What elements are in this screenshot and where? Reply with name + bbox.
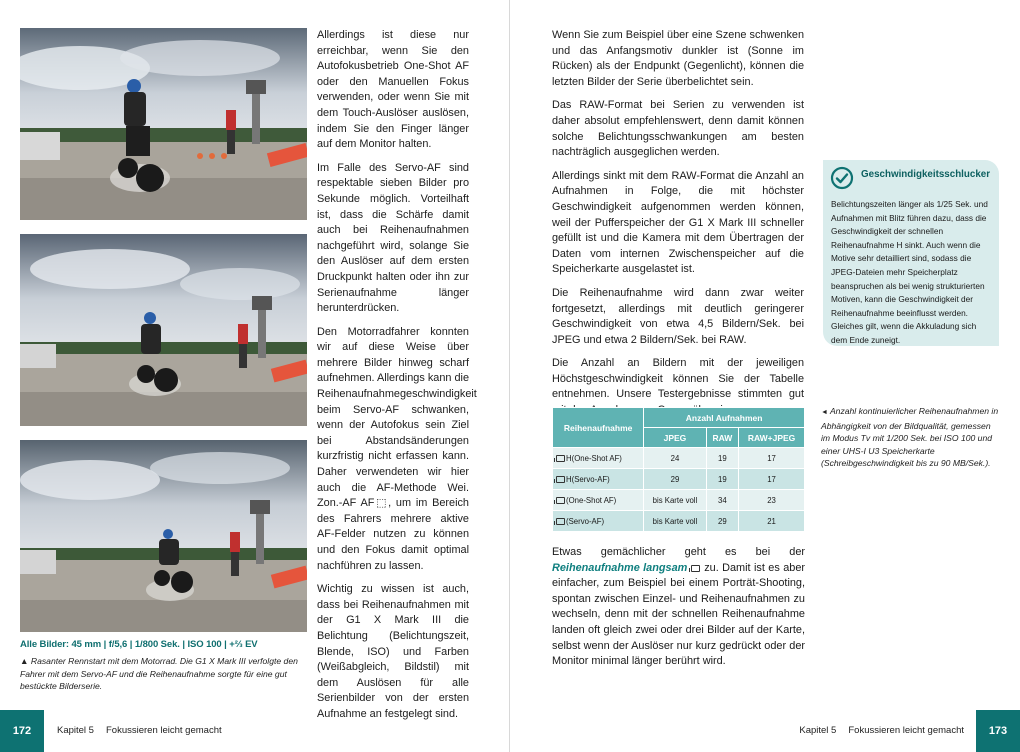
- table-row: [553, 511, 805, 532]
- paragraph: Allerdings ist diese nur erreichbar, wenn Sie den Autofokusbetrieb One-Shot AF oder den Manuellen Fokus verwenden, oder wenn Sie mit dem Touch-Auslöser auslösen, indem Sie den Finger länger auf dem Monitor halten.: [317, 29, 469, 151]
- paragraph: Den Motorradfahrer konnten wir auf diese Weise über mehrere Bilder hinweg scharf aufnehmen. Allerdings kann die Reihenaufnahmegeschwindigkeit beim Servo-AF schwanken, wenn der Autofokus sein Ziel bei Abstandsänderungen kurzfristig nicht erfassen kann. Daher verwendeten wir hier auch die AF-Methode Wei. Zon.-AF AF⬚, um im Bereich des Fahrers mehrere aktive AF-Felder nutzen zu können und den Fokus damit optimal nachführen zu lassen.: [317, 325, 477, 572]
- burst-icon: [556, 455, 565, 462]
- table-cell: bis Karte voll: [644, 490, 706, 511]
- paragraph: Die Reihenaufnahme wird dann zwar weiter fortgesetzt, allerdings mit deutlich geringerer Geschwindigkeit von etwa 4,5 Bildern/Sek. bei JPEG und etwa 2 Bildern/Sek. bei RAW.: [552, 286, 804, 346]
- page-number-right: 173: [976, 710, 1020, 752]
- photo-motorcycle-frame-1: [20, 28, 307, 220]
- paragraph: Wichtig zu wissen ist auch, dass bei Reihenaufnahmen mit der G1 X Mark III die Belichtung (Belichtungszeit, Blende, ISO) und Farben (Weißabgleich, Bildstil) mit dem Auslösen für alle Serienbilder von der ersten Aufnahme an festgelegt sind.: [317, 583, 469, 720]
- burst-icon: [556, 476, 565, 483]
- table-cell: 21: [739, 511, 805, 532]
- table-row-label: (Servo-AF): [553, 511, 644, 532]
- footer-right: [799, 725, 964, 736]
- table-row-label: (One-Shot AF): [553, 490, 644, 511]
- table-row-header: Reihenaufnahme: [553, 408, 644, 448]
- footer-title: Fokussieren leicht gemacht: [105, 725, 222, 736]
- footer-chapter: Kapitel 5: [799, 725, 837, 736]
- table-cell: 19: [706, 448, 738, 469]
- table-col-group: Anzahl Aufnahmen: [644, 408, 805, 428]
- right-body-text: [552, 28, 804, 427]
- table-cell: 24: [644, 448, 706, 469]
- table-cell: 23: [739, 490, 805, 511]
- table-cell: 17: [739, 448, 805, 469]
- tip-box: [823, 160, 999, 346]
- table-cell: bis Karte voll: [644, 511, 706, 532]
- burst-icon: [556, 497, 565, 504]
- paragraph: Das RAW-Format bei Serien zu verwenden ist daher absolut empfehlenswert, denn damit können solche Belichtungsschwankungen am besten nachträglich ausgeglichen werden.: [552, 99, 804, 159]
- photo-caption-text: ▲ Rasanter Rennstart mit dem Motorrad. Die G1 X Mark III verfolgte den Fahrer mit dem Servo-AF und die Reihenaufnahme sorgte für eine gut bestückte Bilderserie.: [20, 656, 298, 692]
- table-caption: ◄ Anzahl kontinuierlicher Reihenaufnahmen in Abhängigkeit von der Bildqualität, gemessen im Modus Tv mit 1/200 Sek. bei ISO 100 und einer UHS-I U3 Speicherkarte (Schreibgeschwindigkeit bis zu 90 MB/Sek.).: [821, 406, 999, 469]
- table-cell: 29: [644, 469, 706, 490]
- table-row-label: H(Servo-AF): [553, 469, 644, 490]
- page-number-left: 172: [0, 710, 44, 752]
- photo-motorcycle-frame-3: [20, 440, 307, 632]
- tip-title: Geschwindigkeitsschlucker: [861, 169, 991, 180]
- paragraph: Wenn Sie zum Beispiel über eine Szene schwenken und das Anfangsmotiv dunkler ist (Sonne im Rücken) als der Endpunkt (Gegenlicht), können die letzten Bilder der Serie überbelichtet sein.: [552, 29, 804, 88]
- table-row: [553, 469, 805, 490]
- tip-body: Belichtungszeiten länger als 1/25 Sek. und Aufnahmen mit Blitz führen dazu, dass die Geschwindigkeit der schnellen Reihenaufnahme H sinkt. Auch wenn die Motive sehr detailliert sind, sodass die JPEG-Dateien mehr Speicherplatz beanspruchen als bei wenig strukturierten Motiven, kann die Geschwindigkeit der Reihenaufnahme beeinflusst werden. Gleiches gilt, wenn die Akkuladung sich dem Ende zuneigt.: [831, 199, 988, 345]
- table-row-label: H(One-Shot AF): [553, 448, 644, 469]
- right-page: [511, 0, 1020, 752]
- burst-table: [552, 407, 805, 532]
- burst-slow-icon: [691, 565, 700, 572]
- table-cell: 34: [706, 490, 738, 511]
- term-highlight: Reihenaufnahme langsam: [552, 561, 688, 574]
- table-col-jpeg: JPEG: [644, 428, 706, 448]
- left-body-text: [317, 28, 477, 731]
- paragraph: Im Falle des Servo-AF sind respektable sieben Bilder pro Sekunde möglich. Vorteilhaft ist, dass die Schärfe damit auch bei Reihenaufnahmen nachgeführt wird, solange Sie den Auslöser auf dem ersten Druckpunkt halten oder ihn zur Serienaufnahme länger herunterdrücken.: [317, 161, 469, 315]
- table-cell: 17: [739, 469, 805, 490]
- table-row: [553, 490, 805, 511]
- footer-chapter: Kapitel 5: [57, 725, 94, 736]
- table-cell: 29: [706, 511, 738, 532]
- photo-caption-specs: Alle Bilder: 45 mm | f/5,6 | 1/800 Sek. | ISO 100 | +⅔ EV: [20, 639, 258, 650]
- table-col-raw-jpeg: RAW+JPEG: [739, 428, 805, 448]
- paragraph: Allerdings sinkt mit dem RAW-Format die Anzahl an Aufnahmen in Folge, die mit höchster Geschwindigkeit aufgenommen werden können, weil der Pufferspeicher der G1 X Mark III schneller gefüllt ist und die Kamera mit dem Übertragen der Daten vom internen Zwischenspeicher auf die Speicherkarte ausgelastet ist.: [552, 169, 804, 276]
- checkmark-icon: [830, 166, 854, 190]
- after-table-paragraph: Etwas gemächlicher geht es bei der Reihenaufnahme langsam zu. Damit ist es aber einfacher, zum Beispiel bei einem Porträt-Shooting, spontan zwischen Einzel- und Reihenaufnahmen zu wechseln, denn mit der schnellen Reihenaufnahme landen oft gleich zwei oder drei Bilder auf der Karte, selbst wenn der Auslöser nur kurz gedrückt oder der Monitor minimal länger berührt wird.: [552, 546, 805, 668]
- caption-marker-icon: ◄: [821, 409, 828, 416]
- table-cell: 19: [706, 469, 738, 490]
- footer-title: Fokussieren leicht gemacht: [848, 725, 964, 736]
- photo-motorcycle-frame-2: [20, 234, 307, 426]
- table-col-raw: RAW: [706, 428, 738, 448]
- paragraph: Die Anzahl an Bildern mit der jeweiligen Höchstgeschwindigkeit können Sie der Tabelle entnehmen. Unsere Testergebnisse stimmten gut: [552, 357, 804, 401]
- footer-left: [57, 725, 222, 736]
- table-row: [553, 448, 805, 469]
- burst-icon: [556, 518, 565, 525]
